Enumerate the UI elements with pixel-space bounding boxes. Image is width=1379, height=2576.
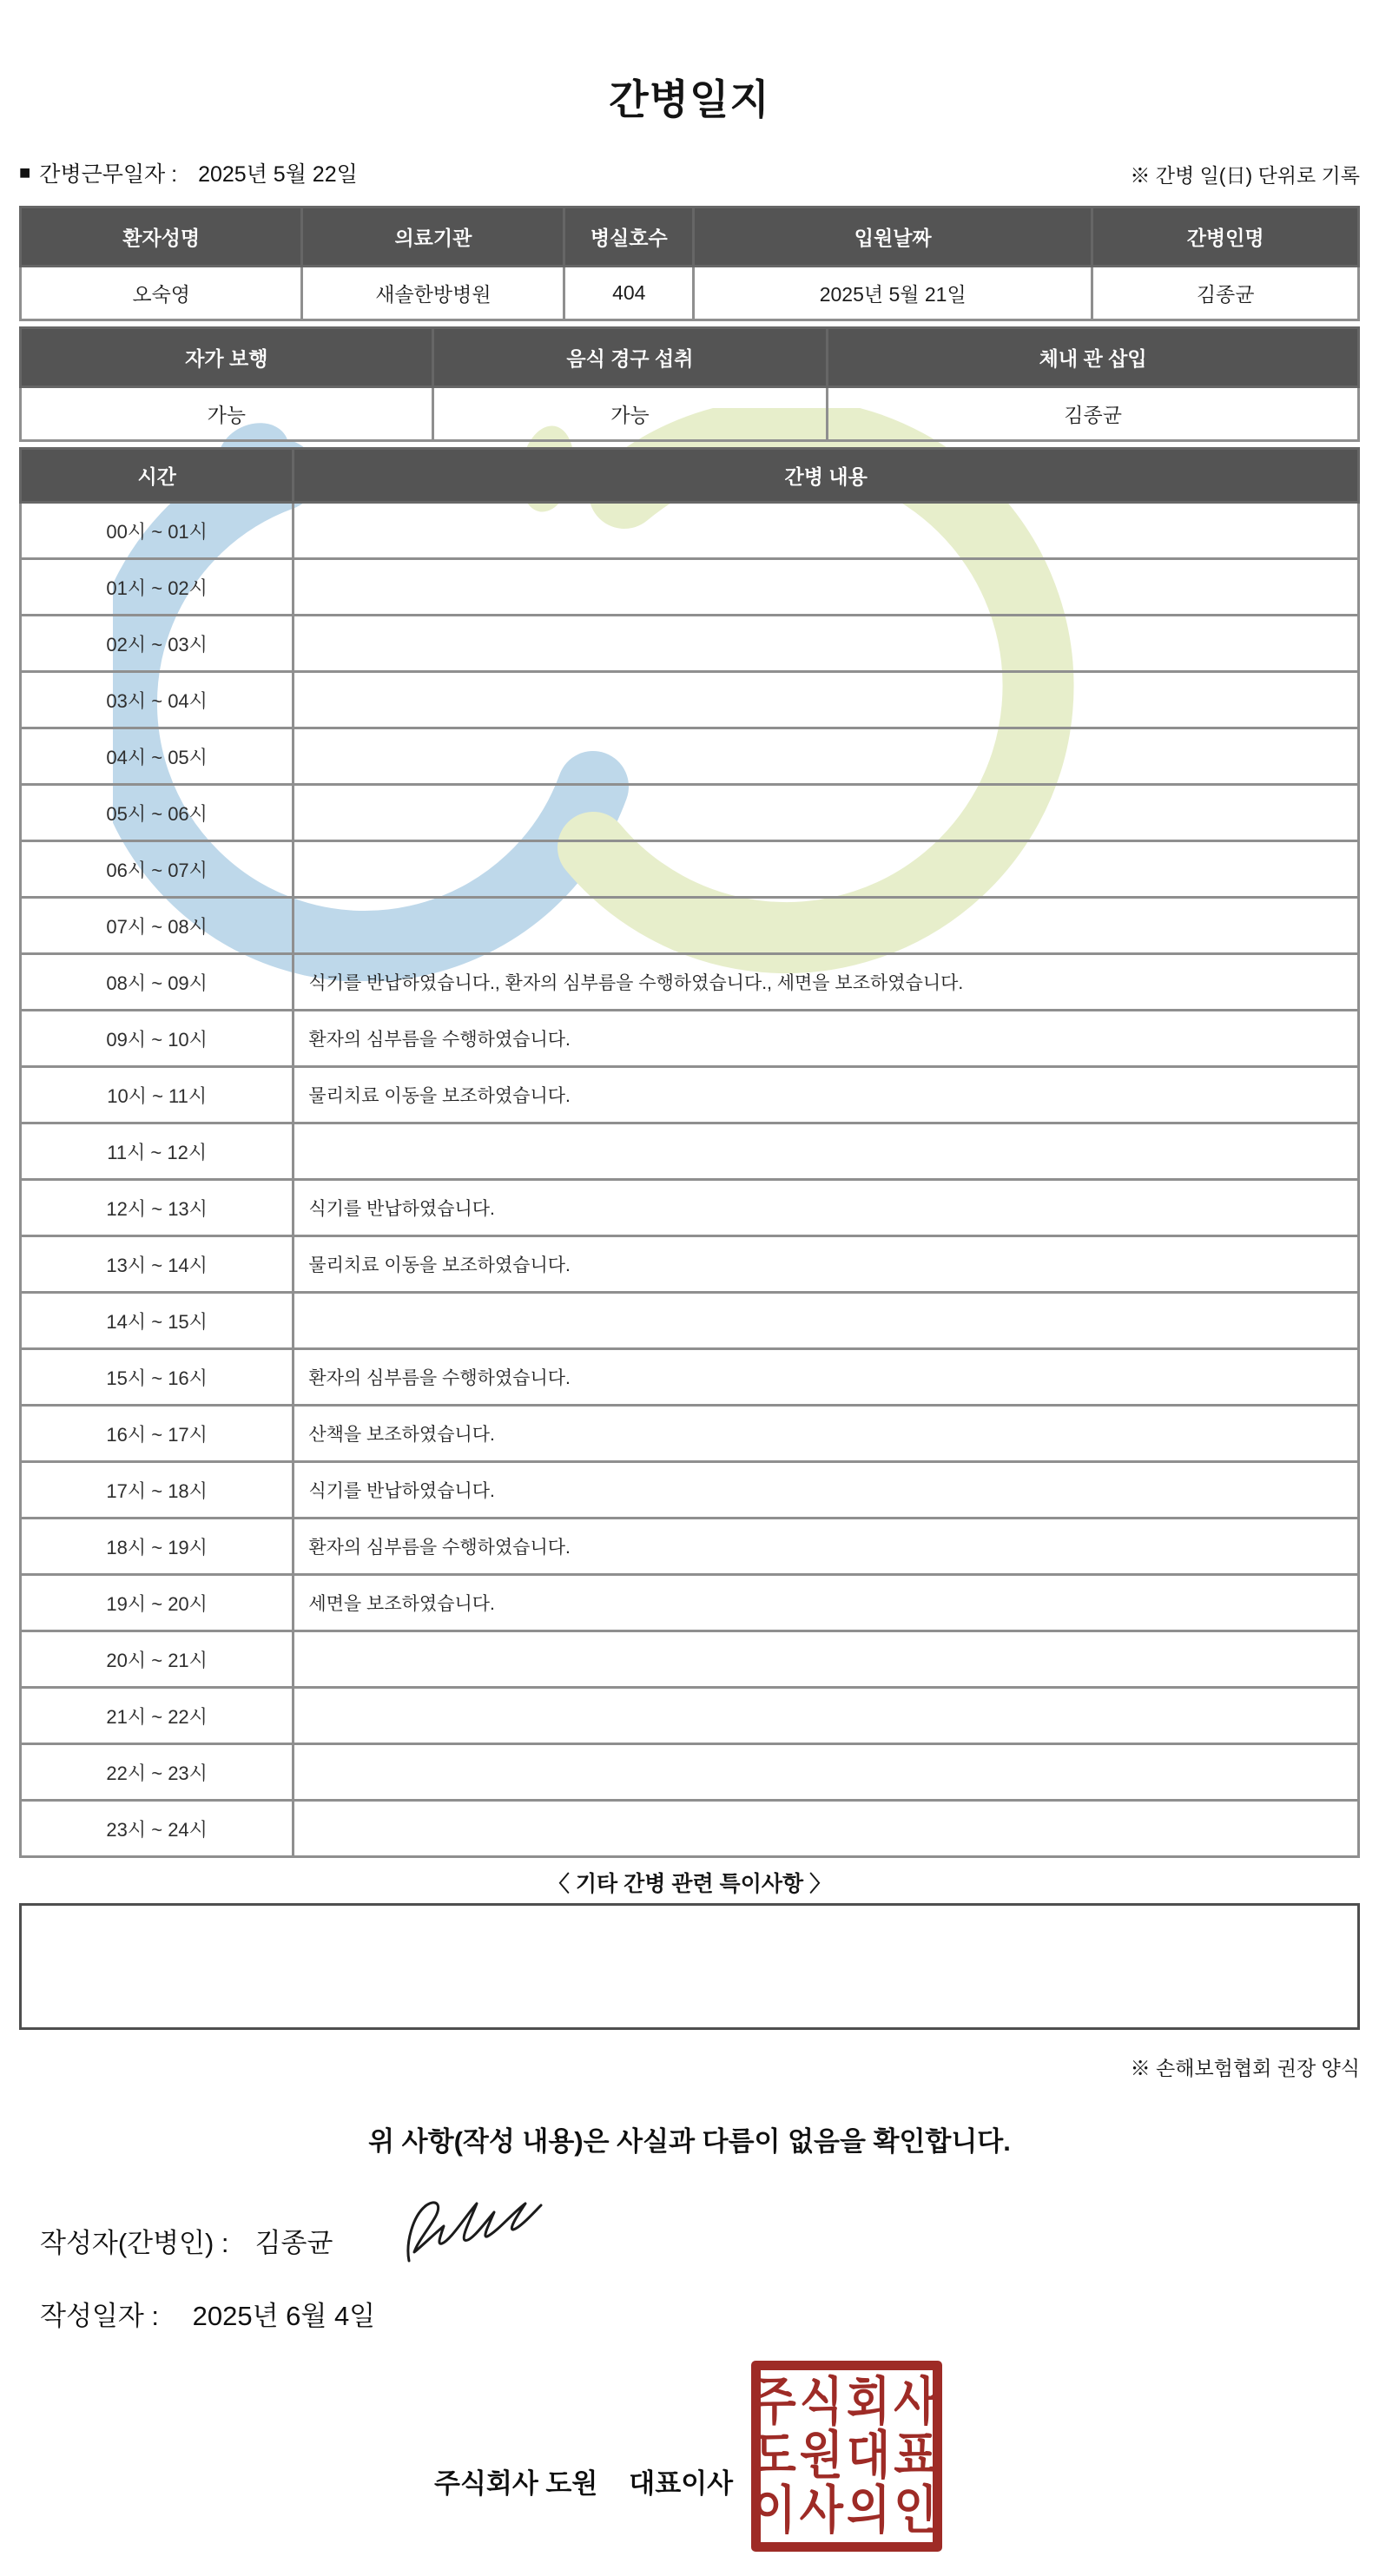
log-row bbox=[21, 503, 1359, 559]
content-cell bbox=[294, 672, 1359, 728]
content-cell bbox=[294, 785, 1359, 841]
patient-status-table bbox=[19, 326, 1360, 442]
write-date-value: 2025년 6월 4일 bbox=[192, 2301, 376, 2331]
log-row bbox=[21, 785, 1359, 841]
seal-text-line: 이사의인 bbox=[752, 2481, 941, 2540]
time-cell: 22시 ~ 23시 bbox=[21, 1744, 294, 1801]
time-cell: 15시 ~ 16시 bbox=[21, 1349, 294, 1406]
time-cell: 18시 ~ 19시 bbox=[21, 1519, 294, 1575]
content-cell: 식기를 반납하였습니다. bbox=[294, 1180, 1359, 1236]
log-row bbox=[21, 1801, 1359, 1857]
unit-note: ※ 간병 일(日) 단위로 기록 bbox=[1130, 164, 1360, 187]
meta-row bbox=[19, 157, 1360, 188]
header-time: 시간 bbox=[21, 449, 294, 503]
header-self-walking: 자가 보행 bbox=[21, 328, 433, 387]
writer-name: 김종균 bbox=[254, 2227, 333, 2258]
log-row bbox=[21, 728, 1359, 785]
special-notes-title: 〈 기타 간병 관련 특이사항 〉 bbox=[547, 1872, 832, 1896]
log-row bbox=[21, 1349, 1359, 1406]
time-cell: 23시 ~ 24시 bbox=[21, 1801, 294, 1857]
header-caregiver-name: 간병인명 bbox=[1092, 208, 1359, 267]
corporate-seal-stamp bbox=[751, 2361, 942, 2552]
content-cell bbox=[294, 1744, 1359, 1801]
status-value-row bbox=[21, 387, 1359, 441]
ceo-title: 대표이사 bbox=[629, 2468, 734, 2499]
value-medical-institution: 새솔한방병원 bbox=[302, 267, 564, 320]
content-cell bbox=[294, 1631, 1359, 1688]
time-cell: 11시 ~ 12시 bbox=[21, 1123, 294, 1180]
log-row bbox=[21, 1631, 1359, 1688]
content-cell bbox=[294, 1123, 1359, 1180]
time-cell: 14시 ~ 15시 bbox=[21, 1293, 294, 1349]
time-cell: 05시 ~ 06시 bbox=[21, 785, 294, 841]
log-row bbox=[21, 1519, 1359, 1575]
time-cell: 00시 ~ 01시 bbox=[21, 503, 294, 559]
value-self-walking: 가능 bbox=[21, 387, 433, 441]
time-cell: 13시 ~ 14시 bbox=[21, 1236, 294, 1293]
content-cell: 환자의 심부름을 수행하였습니다. bbox=[294, 1519, 1359, 1575]
content-cell bbox=[294, 616, 1359, 672]
company-seal-section bbox=[0, 2359, 1379, 2576]
work-date-line bbox=[19, 157, 358, 188]
time-cell: 12시 ~ 13시 bbox=[21, 1180, 294, 1236]
work-date-label: 간병근무일자 : bbox=[39, 162, 178, 187]
time-cell: 04시 ~ 05시 bbox=[21, 728, 294, 785]
log-row bbox=[21, 1688, 1359, 1744]
value-patient-name: 오숙영 bbox=[21, 267, 302, 320]
content-cell: 식기를 반납하였습니다. bbox=[294, 1462, 1359, 1519]
company-name: 주식회사 도원 bbox=[434, 2468, 598, 2499]
content-cell: 환자의 심부름을 수행하였습니다. bbox=[294, 1011, 1359, 1067]
value-room-number: 404 bbox=[564, 267, 694, 320]
company-line bbox=[434, 2461, 733, 2500]
header-admission-date: 입원날짜 bbox=[694, 208, 1092, 267]
time-cell: 06시 ~ 07시 bbox=[21, 841, 294, 898]
log-row bbox=[21, 1123, 1359, 1180]
value-caregiver-name: 김종균 bbox=[1092, 267, 1359, 320]
log-row bbox=[21, 1011, 1359, 1067]
time-cell: 10시 ~ 11시 bbox=[21, 1067, 294, 1123]
form-recommendation-note: ※ 손해보험협회 권장 양식 bbox=[1130, 2057, 1360, 2079]
log-row bbox=[21, 672, 1359, 728]
content-cell bbox=[294, 841, 1359, 898]
writer-line bbox=[40, 2200, 1379, 2280]
content-cell: 산책을 보조하였습니다. bbox=[294, 1406, 1359, 1462]
time-cell: 02시 ~ 03시 bbox=[21, 616, 294, 672]
time-cell: 09시 ~ 10시 bbox=[21, 1011, 294, 1067]
confirmation-statement: 위 사항(작성 내용)은 사실과 다름이 없음을 확인합니다. bbox=[368, 2126, 1011, 2157]
header-medical-institution: 의료기관 bbox=[302, 208, 564, 267]
work-date-value: 2025년 5월 22일 bbox=[198, 162, 358, 187]
log-header-row bbox=[21, 449, 1359, 503]
log-row bbox=[21, 1462, 1359, 1519]
log-row bbox=[21, 1293, 1359, 1349]
header-oral-intake: 음식 경구 섭취 bbox=[432, 328, 828, 387]
log-row bbox=[21, 1067, 1359, 1123]
content-cell bbox=[294, 1293, 1359, 1349]
header-care-content: 간병 내용 bbox=[294, 449, 1359, 503]
content-cell bbox=[294, 898, 1359, 954]
content-cell bbox=[294, 503, 1359, 559]
log-row bbox=[21, 1236, 1359, 1293]
write-date-line bbox=[40, 2294, 1379, 2333]
time-cell: 16시 ~ 17시 bbox=[21, 1406, 294, 1462]
hourly-care-log-table bbox=[19, 447, 1360, 1858]
bullet-square-icon: ■ bbox=[19, 161, 31, 183]
content-cell: 식기를 반납하였습니다., 환자의 심부름을 수행하였습니다., 세면을 보조하였습니다. bbox=[294, 954, 1359, 1011]
log-row bbox=[21, 559, 1359, 616]
special-notes-box bbox=[19, 1903, 1360, 2030]
value-tube-insertion: 김종균 bbox=[828, 387, 1359, 441]
seal-text-line: 도원대표 bbox=[752, 2427, 941, 2486]
time-cell: 21시 ~ 22시 bbox=[21, 1688, 294, 1744]
content-cell: 세면을 보조하였습니다. bbox=[294, 1575, 1359, 1631]
seal-text-line: 주식회사 bbox=[752, 2373, 941, 2431]
log-row bbox=[21, 1575, 1359, 1631]
header-tube-insertion: 체내 관 삽입 bbox=[828, 328, 1359, 387]
time-cell: 20시 ~ 21시 bbox=[21, 1631, 294, 1688]
write-date-label: 작성일자 : bbox=[40, 2301, 167, 2331]
time-cell: 03시 ~ 04시 bbox=[21, 672, 294, 728]
log-row bbox=[21, 1406, 1359, 1462]
time-cell: 08시 ~ 09시 bbox=[21, 954, 294, 1011]
content-cell: 물리치료 이동을 보조하였습니다. bbox=[294, 1067, 1359, 1123]
log-row bbox=[21, 1744, 1359, 1801]
signature-handwriting-icon bbox=[397, 2190, 553, 2273]
content-cell: 환자의 심부름을 수행하였습니다. bbox=[294, 1349, 1359, 1406]
writer-label: 작성자(간병인) : bbox=[40, 2227, 229, 2258]
time-cell: 07시 ~ 08시 bbox=[21, 898, 294, 954]
patient-info-table bbox=[19, 206, 1360, 321]
page-title: 간병일지 bbox=[609, 76, 770, 122]
time-cell: 01시 ~ 02시 bbox=[21, 559, 294, 616]
header-room-number: 병실호수 bbox=[564, 208, 694, 267]
content-cell bbox=[294, 1688, 1359, 1744]
time-cell: 19시 ~ 20시 bbox=[21, 1575, 294, 1631]
content-cell: 물리치료 이동을 보조하였습니다. bbox=[294, 1236, 1359, 1293]
log-row bbox=[21, 898, 1359, 954]
time-cell: 17시 ~ 18시 bbox=[21, 1462, 294, 1519]
patient-header-row bbox=[21, 208, 1359, 267]
log-row bbox=[21, 841, 1359, 898]
status-header-row bbox=[21, 328, 1359, 387]
content-cell bbox=[294, 559, 1359, 616]
log-row bbox=[21, 1180, 1359, 1236]
log-row bbox=[21, 616, 1359, 672]
content-cell bbox=[294, 1801, 1359, 1857]
log-row bbox=[21, 954, 1359, 1011]
patient-value-row bbox=[21, 267, 1359, 320]
header-patient-name: 환자성명 bbox=[21, 208, 302, 267]
value-oral-intake: 가능 bbox=[432, 387, 828, 441]
content-cell bbox=[294, 728, 1359, 785]
value-admission-date: 2025년 5월 21일 bbox=[694, 267, 1092, 320]
